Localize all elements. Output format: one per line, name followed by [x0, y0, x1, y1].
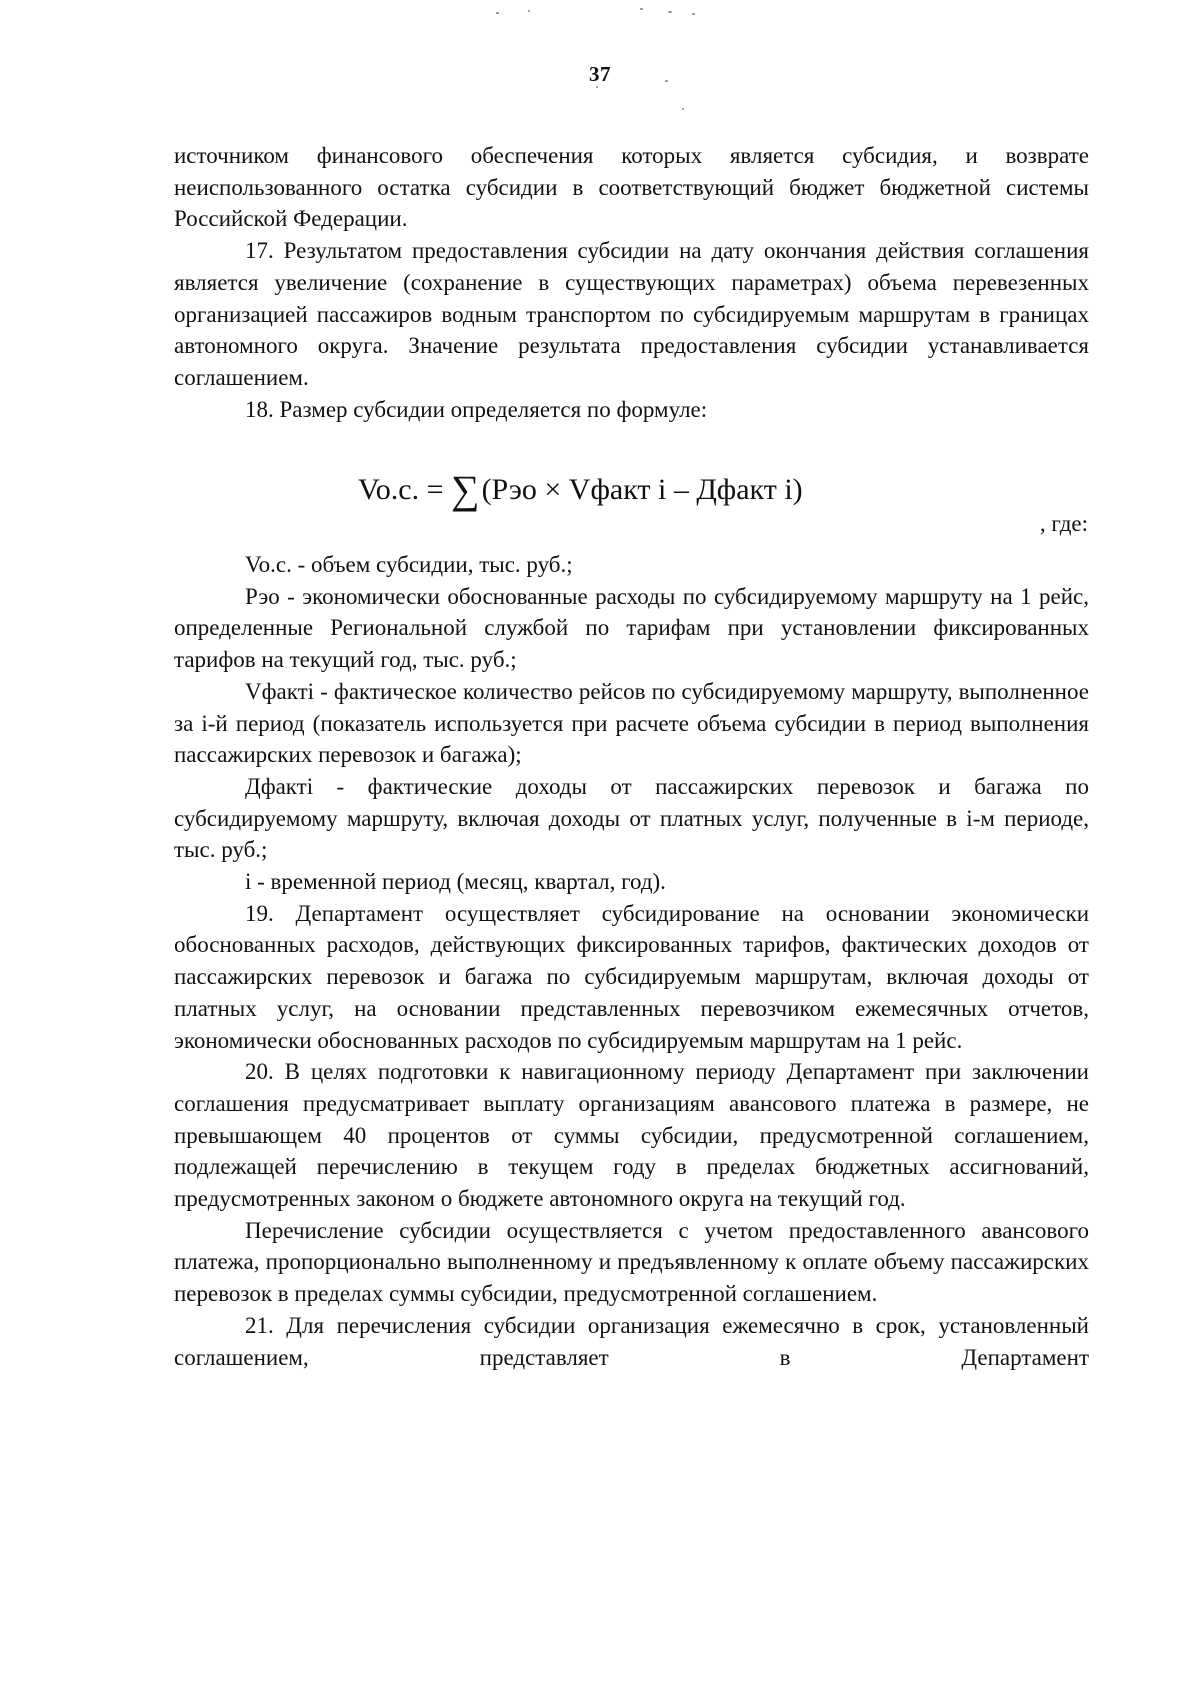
text-block-top — [174, 140, 1089, 425]
paragraph-item-21: 21. Для перечисления субсидии организация ежемесячно в срок, установленный соглашением, представляет в Департамент — [174, 1312, 1089, 1370]
paragraph-item-20: 20. В целях подготовки к навигационному периоду Департамент при заключении соглашения предусматривает выплату организациям авансового платежа в размере, не превышающем 40 процентов от суммы субсидии, предусмотренной соглашением, подлежащей перечислению в текущем году в пределах бюджетных ассигнований, предусмотренных законом о бюджете автономного округа на текущий год. — [174, 1059, 1089, 1212]
page-number: 37 — [589, 62, 611, 86]
definition-item: Vo.c. - объем субсидии, тыс. руб.; — [245, 552, 573, 577]
paragraph: источником финансового обеспечения которых является субсидия, и возврате неиспользованного остатка субсидии в соответствующий бюджет бюджетной системы Российской Федерации. — [174, 143, 1089, 232]
scan-speck — [528, 10, 530, 12]
formula-lhs: Vo.c. = — [358, 473, 444, 506]
scan-speck — [640, 8, 643, 10]
scan-speck — [682, 108, 684, 110]
scan-speck — [496, 12, 499, 14]
paragraph-item-18: 18. Размер субсидии определяется по формуле: — [245, 396, 708, 422]
definition-item: Vфакті - фактическое количество рейсов по субсидируемому маршруту, выполненное за і-й период (показатель используется при расчете объема субсидии в период выполнения пассажирских перевозок и багажа); — [174, 678, 1089, 768]
subsidy-formula — [358, 467, 803, 512]
scan-speck — [692, 13, 695, 15]
sum-symbol: ∑ — [451, 467, 480, 512]
paragraph-item-17: 17. Результатом предоставления субсидии на дату окончания действия соглашения является увеличение (сохранение в существующих параметрах) объема перевезенных организацией пассажиров водным транспортом по субсидируемым маршрутам в границах автономного округа. Значение результата предоставления субсидии устанавливается соглашением. — [174, 238, 1089, 390]
paragraph: Перечисление субсидии осуществляется с учетом предоставленного авансового платежа, пропорционально выполненному и предъявленному к оплате объему пассажирских перевозок в пределах суммы субсидии, предусмотренной соглашением. — [174, 1217, 1089, 1307]
definition-item: Рэо - экономически обоснованные расходы по субсидируемому маршруту на 1 рейс, определенные Региональной службой по тарифам при установлении фиксированных тарифов на текущий год, тыс. руб.; — [174, 583, 1089, 673]
formula-rhs: (Рэо × Vфакт i – Дфакт i) — [481, 473, 803, 506]
scan-speck — [668, 11, 672, 13]
formula-where-label: , где: — [1039, 511, 1088, 536]
paragraph-item-19: 19. Департамент осуществляет субсидирование на основании экономически обоснованных расходов, действующих фиксированных тарифов, фактических доходов от пассажирских перевозок и багажа по субсидируемым маршрутам, включая доходы от платных услуг, на основании представленных перевозчиком ежемесячных отчетов, экономически обоснованных расходов по субсидируемым маршрутам на 1 рейс. — [174, 900, 1089, 1053]
definition-item: і - временной период (месяц, квартал, год). — [245, 869, 666, 895]
text-block-bottom — [174, 549, 1089, 1373]
definition-item: Дфакті - фактические доходы от пассажирских перевозок и багажа по субсидируемому маршруту, включая доходы от платных услуг, полученные в і-м периоде, тыс. руб.; — [174, 773, 1089, 863]
